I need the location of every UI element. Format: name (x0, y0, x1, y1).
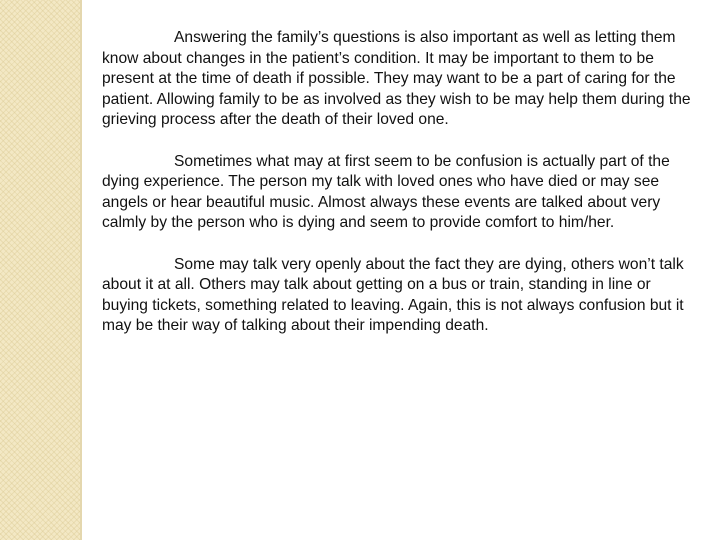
text-body (102, 28, 692, 358)
decorative-side-band (0, 0, 80, 540)
side-band-edge (80, 0, 82, 540)
paragraph-family-questions: Answering the family’s questions is also important as well as letting them know about changes in the patient’s condition. It may be important to them to be present at the time of death if possible. They may want to be a part of caring for the patient. Allowing family to be as involved as they wish to be may help them during the grieving process after the death of their loved one. (102, 29, 691, 129)
paragraph-confusion: Sometimes what may at first seem to be confusion is actually part of the dying experience. The person my talk with loved ones who have died or may see angels or hear beautiful music. Almost always these events are talked about very calmly by the person who is dying and seem to provide comfort to him/her. (102, 152, 670, 232)
paragraph-talking-openly: Some may talk very openly about the fact they are dying, others won’t talk about it at all. Others may talk about getting on a bus or train, standing in line or buying tickets, something related to leaving. Again, this is not always confusion but it may be their way of talking about their impending death. (102, 255, 684, 335)
